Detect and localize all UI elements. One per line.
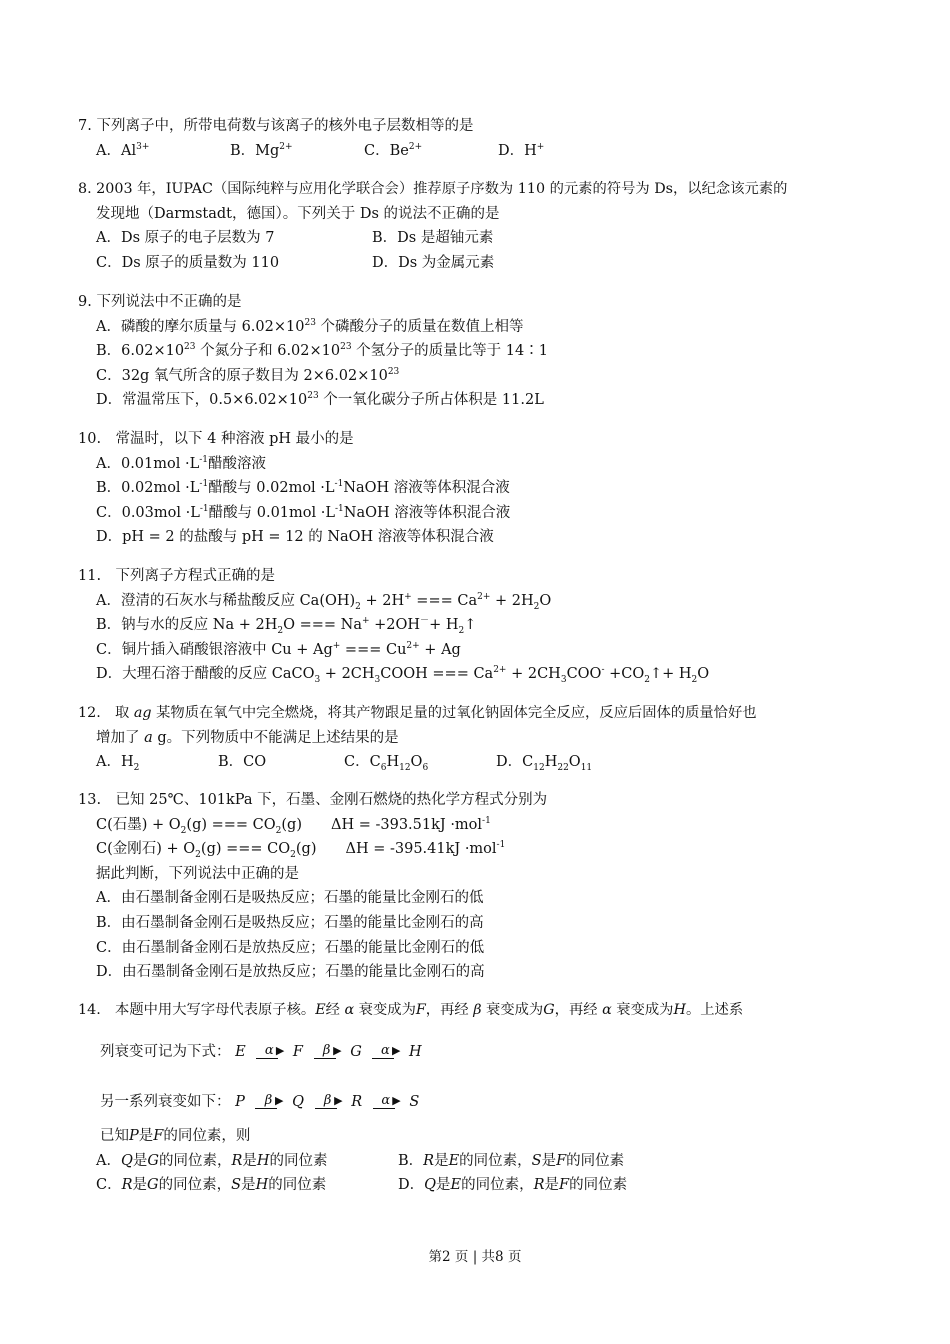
option-a: A．$Al^{3+}$	[96, 141, 150, 159]
question-stem: 14. 本题中用大写字母代表原子核。E经 α 衰变成为F，再经 β 衰变成为G，再经 α 衰变成为H。上述系	[78, 1002, 744, 1018]
question-stem: 7. 下列离子中，所带电荷数与该离子的核外电子层数相等的是	[78, 118, 474, 134]
option-c: C．32g 氧气所含的原子数目为 $2\times 6.02\times 10^{23}$	[96, 366, 400, 384]
option-d: D．H+	[498, 141, 545, 159]
option-b: B．R是E的同位素，S是F的同位素	[398, 1152, 625, 1169]
question-14	[78, 998, 878, 1023]
judge-text: 据此判断，下列说法中正确的是	[96, 865, 299, 882]
question-14-options	[78, 1124, 878, 1198]
question-12	[78, 701, 878, 775]
question-stem: 11. 下列离子方程式正确的是	[78, 568, 276, 584]
question-stem: 12. 取 ag 某物质在氧气中完全燃烧，将其产物跟足量的过氧化钠固体完全反应，反应后固体的质量恰好也	[78, 705, 757, 721]
question-13	[78, 788, 878, 985]
option-c: C．由石墨制备金刚石是放热反应；石墨的能量比金刚石的低	[96, 939, 485, 956]
nucleus-q: Q	[292, 1094, 304, 1110]
option-a: A．由石墨制备金刚石是吸热反应；石墨的能量比金刚石的低	[96, 890, 484, 907]
question-stem: 10. 常温时，以下 4 种溶液 pH 最小的是	[78, 431, 354, 447]
option-c: C．$C_6H_{12}O_6$	[344, 754, 429, 774]
known-text: 已知P是F的同位素，则	[100, 1128, 251, 1144]
options-row	[78, 1173, 878, 1198]
option-b: B．CO	[218, 754, 267, 771]
option-c: C．Ds 原子的质量数为 110	[96, 254, 280, 271]
alpha-arrow: α ▶	[254, 1047, 284, 1065]
nucleus-s: S	[409, 1094, 420, 1110]
options-row	[78, 226, 878, 251]
alpha-arrow: α ▶	[370, 1047, 400, 1065]
question-11	[78, 564, 878, 687]
option-d: D．由石墨制备金刚石是放热反应；石墨的能量比金刚石的高	[96, 964, 485, 981]
question-9	[78, 290, 878, 413]
option-d: D．pH = 2 的盐酸与 pH = 12 的 NaOH 溶液等体积混合液	[96, 529, 494, 546]
option-a: A．Q是G的同位素，R是H的同位素	[96, 1152, 328, 1169]
question-stem-cont: 发现地（Darmstadt，德国）。下列关于 Ds 的说法不正确的是	[96, 205, 500, 222]
option-a: A．$0.01mol \cdot L^{-1}$醋酸溶液	[96, 454, 267, 472]
nucleus-p: P	[235, 1094, 245, 1110]
beta-arrow: β ▶	[312, 1047, 342, 1065]
option-b: B．$Mg^{2+}$	[230, 141, 293, 159]
equation-diamond: C(金刚石) + $O_2(g)$ === $CO_2(g)$ ΔH = -395.41kJ ·mol$^{-1}$	[96, 840, 506, 861]
option-b: B．Ds 是超铀元素	[372, 230, 494, 247]
beta-arrow: β ▶	[313, 1097, 343, 1115]
decay-series-2: 另一系列衰变如下： P β ▶ Q β ▶ R α ▶ S	[78, 1090, 878, 1115]
option-d: D．Q是E的同位素，R是F的同位素	[398, 1177, 628, 1194]
option-d: D．常温常压下，$0.5\times 6.02\times 10^{23}$ 个一氧化碳分子所占体积是 11.2L	[96, 391, 544, 409]
option-c: C．铜片插入硝酸银溶液中 Cu + Ag+ === $Cu^{2+} + Ag$	[96, 640, 461, 658]
nucleus-r: R	[351, 1094, 363, 1110]
option-d: D．$C_{12}H_{22}O_{11}$	[496, 754, 593, 774]
beta-arrow: β ▶	[253, 1097, 283, 1115]
question-7	[78, 114, 878, 163]
option-a: A．$H_2$	[96, 754, 140, 774]
options-row	[78, 750, 878, 775]
options-row	[78, 1149, 878, 1174]
options-row	[78, 251, 878, 276]
question-stem-cont: 增加了 a g。下列物质中不能满足上述结果的是	[96, 729, 399, 746]
option-d: D．Ds 为金属元素	[372, 254, 495, 271]
nucleus-e: E	[235, 1044, 246, 1060]
option-b: B．$0.02mol \cdot L^{-1}$醋酸与 $0.02mol \cdot L^{-1}NaOH$ 溶液等体积混合液	[96, 479, 510, 497]
question-10	[78, 427, 878, 550]
option-c: C．R是G的同位素，S是H的同位素	[96, 1177, 327, 1194]
question-stem: 9. 下列说法中不正确的是	[78, 294, 242, 310]
option-b: B．钠与水的反应 $Na + 2H_2O$ === $Na^+ +2OH^-+ H_2↑$	[96, 616, 477, 637]
nucleus-g: G	[350, 1044, 362, 1060]
option-b: B．$6.02\times 10^{23}$ 个氮分子和 $6.02\times 10^{23}$ 个氢分子的质量比等于 14∶1	[96, 342, 548, 360]
question-stem: 13. 已知 25℃、101kPa 下，石墨、金刚石燃烧的热化学方程式分别为	[78, 792, 548, 808]
option-c: C．$0.03mol \cdot L^{-1}$醋酸与 $0.01mol \cdot L^{-1}NaOH$ 溶液等体积混合液	[96, 503, 511, 521]
options-row	[78, 139, 878, 164]
option-d: D．大理石溶于醋酸的反应 CaCO$_3$ + $2CH_3COOH$ === $Ca^{2+} + 2CH_3COO^-$ $+CO_2↑+ H_2O$	[96, 665, 710, 686]
question-stem: 8. 2003 年，IUPAC（国际纯粹与应用化学联合会）推荐原子序数为 110 的元素的符号为 Ds，以纪念该元素的	[78, 181, 788, 197]
nucleus-f: F	[292, 1044, 303, 1060]
page-footer: 第2 页 | 共8 页	[428, 1249, 522, 1265]
decay-series-1: 列衰变可记为下式： E α ▶ F β ▶ G α ▶ H	[78, 1040, 878, 1065]
option-b: B．由石墨制备金刚石是吸热反应；石墨的能量比金刚石的高	[96, 914, 484, 931]
equation-graphite: C(石墨) + $O_2(g)$ === $CO_2(g)$ ΔH = -393.51kJ ·mol$^{-1}$	[96, 815, 491, 836]
alpha-arrow: α ▶	[371, 1097, 401, 1115]
option-c: C．$Be^{2+}$	[364, 141, 423, 159]
option-a: A．磷酸的摩尔质量与 $6.02\times 10^{23}$ 个磷酸分子的质量在数值上相等	[96, 317, 524, 335]
nucleus-h: H	[409, 1044, 422, 1060]
question-8	[78, 177, 878, 275]
option-a: A．Ds 原子的电子层数为 7	[96, 230, 275, 247]
option-a: A．澄清的石灰水与稀盐酸反应 $Ca(OH)_2 + 2H^+$ === $Ca^{2+} + 2H_2O$	[96, 591, 552, 612]
